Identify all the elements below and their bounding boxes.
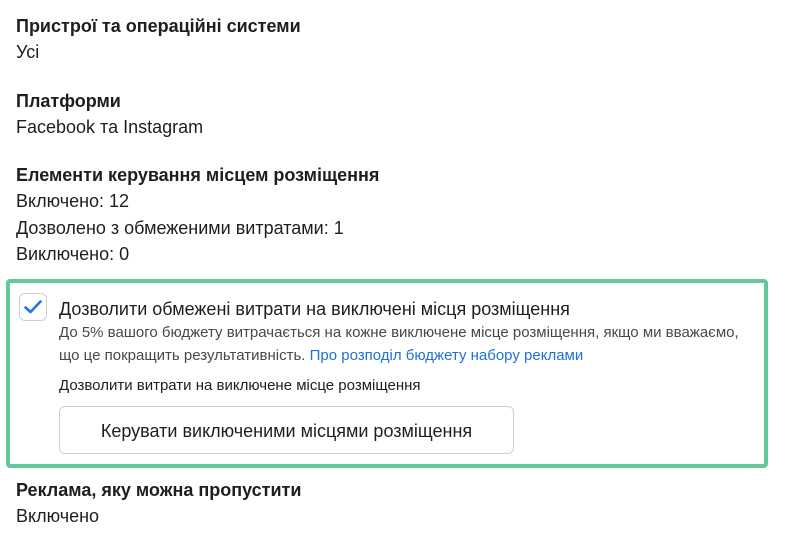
limited-spend-description-block (59, 321, 759, 367)
limited-spend-description: До 5% вашого бюджету витрачається на кожне виключене місце розміщення, якщо ми вважаємо, що це покращить результативність. (59, 324, 739, 364)
limited-spend-panel (6, 279, 768, 468)
platforms-section (16, 88, 203, 141)
limited-spend-checkbox[interactable] (19, 293, 47, 321)
manage-excluded-placements-button[interactable]: Керувати виключеними місцями розміщення (59, 406, 514, 454)
limited-spend-sub-label: Дозволити витрати на виключене місце розміщення (59, 377, 421, 394)
placement-limited-count: Дозволено з обмеженими витратами: 1 (16, 217, 344, 238)
skippable-ads-value: Включено (16, 506, 100, 526)
devices-section (16, 13, 301, 66)
platforms-value: Facebook та Instagram (16, 117, 204, 137)
placement-controls-heading: Елементи керування місцем розміщення (16, 165, 380, 185)
devices-heading: Пристрої та операційні системи (16, 16, 301, 36)
skippable-ads-heading: Реклама, яку можна пропустити (16, 480, 302, 500)
placement-controls-section (16, 162, 379, 268)
platforms-heading: Платформи (16, 91, 121, 111)
checkmark-icon (24, 300, 42, 314)
limited-spend-title: Дозволити обмежені витрати на виключені місця розміщення (59, 299, 570, 319)
placement-excluded-count: Виключено: 0 (16, 244, 130, 264)
skippable-ads-section (16, 477, 301, 530)
budget-allocation-link[interactable]: Про розподіл бюджету набору реклами (309, 347, 584, 364)
placement-included-count: Включено: 12 (16, 191, 130, 211)
devices-value: Усі (16, 42, 40, 62)
